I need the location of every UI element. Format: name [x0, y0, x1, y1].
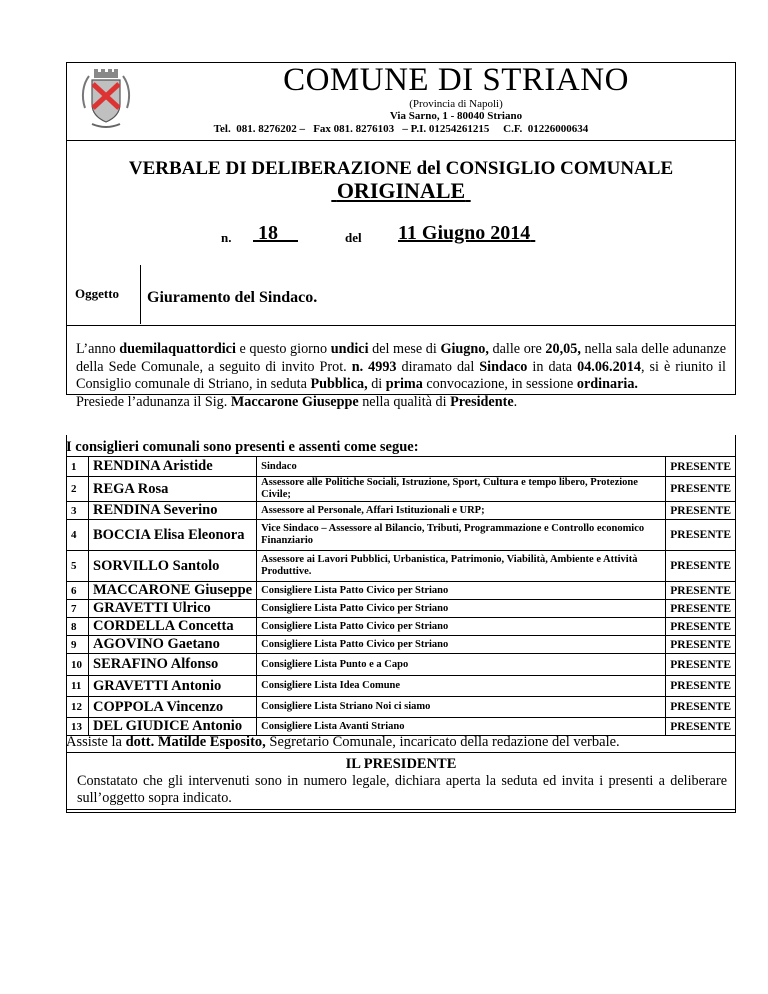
- consigliere-number: 13: [67, 718, 89, 736]
- consigliere-row: [67, 582, 736, 600]
- consigliere-carica: Vice Sindaco – Assessore al Bilancio, Tributi, Programmazione e Controllo economico Finanziario: [257, 520, 666, 551]
- consigliere-stato: PRESENTE: [666, 654, 736, 676]
- consigliere-stato: PRESENTE: [666, 676, 736, 697]
- consigliere-carica: Consigliere Lista Patto Civico per Striano: [257, 582, 666, 600]
- consigliere-name: CORDELLA Concetta: [89, 618, 257, 636]
- oggetto-divider: [140, 265, 141, 324]
- consigliere-carica: Consigliere Lista Striano Noi ci siamo: [257, 697, 666, 718]
- consigliere-number: 6: [67, 582, 89, 600]
- consigliere-stato: PRESENTE: [666, 618, 736, 636]
- consigliere-stato: PRESENTE: [666, 636, 736, 654]
- indirizzo-text: Via Sarno, 1 - 80040 Striano: [389, 110, 523, 122]
- consigliere-stato: PRESENTE: [666, 718, 736, 736]
- originale-label: ORIGINALE: [336, 178, 466, 203]
- consigliere-stato: PRESENTE: [666, 477, 736, 502]
- data-value: 11 Giugno 2014: [398, 222, 531, 244]
- consigliere-carica: Assessore alle Politiche Sociali, Istruzione, Sport, Cultura e tempo libero, Protezione Civile;: [257, 477, 666, 502]
- presidente-heading: IL PRESIDENTE: [345, 756, 457, 772]
- consigliere-name: SERAFINO Alfonso: [89, 654, 257, 676]
- numero-label: n.: [221, 230, 232, 245]
- consigliere-name: RENDINA Aristide: [89, 457, 257, 477]
- consigliere-row: [67, 551, 736, 582]
- consigliere-row: [67, 697, 736, 718]
- del-label: del: [345, 230, 362, 245]
- consigliere-name: GRAVETTI Antonio: [89, 676, 257, 697]
- consigliere-number: 8: [67, 618, 89, 636]
- consigliere-number: 10: [67, 654, 89, 676]
- consigliere-carica: Sindaco: [257, 457, 666, 477]
- consigliere-carica: Assessore al Personale, Affari Istituzionali e URP;: [257, 502, 666, 520]
- consigliere-carica: Assessore ai Lavori Pubblici, Urbanistica, Patrimonio, Viabilità, Ambiente e Attività Produttive.: [257, 551, 666, 582]
- consiglieri-table: [66, 456, 736, 736]
- consigliere-stato: PRESENTE: [666, 582, 736, 600]
- consigliere-row: [67, 477, 736, 502]
- consigliere-number: 12: [67, 697, 89, 718]
- numero-value: 18: [258, 222, 278, 244]
- consigliere-row: [67, 718, 736, 736]
- consigliere-name: AGOVINO Gaetano: [89, 636, 257, 654]
- verbale-title: VERBALE DI DELIBERAZIONE del CONSIGLIO COMUNALE: [128, 158, 674, 179]
- consigliere-stato: PRESENTE: [666, 457, 736, 477]
- consigliere-name: RENDINA Severino: [89, 502, 257, 520]
- consigliere-carica: Consigliere Lista Patto Civico per Striano: [257, 618, 666, 636]
- consigliere-carica: Consigliere Lista Patto Civico per Striano: [257, 600, 666, 618]
- consiglieri-heading: I consiglieri comunali sono presenti e assenti come segue:: [66, 439, 419, 455]
- consigliere-row: [67, 600, 736, 618]
- consigliere-number: 7: [67, 600, 89, 618]
- comune-title: COMUNE DI STRIANO: [283, 62, 629, 98]
- consigliere-carica: Consigliere Lista Idea Comune: [257, 676, 666, 697]
- consigliere-number: 9: [67, 636, 89, 654]
- consigliere-row: [67, 636, 736, 654]
- consigliere-name: REGA Rosa: [89, 477, 257, 502]
- consigliere-row: [67, 676, 736, 697]
- consigliere-stato: PRESENTE: [666, 551, 736, 582]
- consigliere-name: GRAVETTI Ulrico: [89, 600, 257, 618]
- coat-of-arms-icon: [79, 68, 133, 130]
- assiste-text: Assiste la dott. Matilde Esposito, Segretario Comunale, incaricato della redazione del verbale.: [66, 734, 620, 750]
- consigliere-row: [67, 502, 736, 520]
- consigliere-name: MACCARONE Giuseppe: [89, 582, 257, 600]
- consigliere-number: 4: [67, 520, 89, 551]
- consigliere-name: BOCCIA Elisa Eleonora: [89, 520, 257, 551]
- provincia-text: (Provincia di Napoli): [409, 98, 503, 110]
- consigliere-number: 11: [67, 676, 89, 697]
- consigliere-name: DEL GIUDICE Antonio: [89, 718, 257, 736]
- presidente-box: [66, 752, 736, 813]
- document-page: [66, 62, 736, 812]
- consigliere-number: 2: [67, 477, 89, 502]
- consigliere-stato: PRESENTE: [666, 520, 736, 551]
- consigliere-row: [67, 520, 736, 551]
- consigliere-name: SORVILLO Santolo: [89, 551, 257, 582]
- consigliere-row: [67, 618, 736, 636]
- consigliere-number: 3: [67, 502, 89, 520]
- constatato-text: Constatato che gli intervenuti sono in numero legale, dichiara aperta la seduta ed invita i presenti a deliberare sull’oggetto sopra indicato.: [77, 773, 727, 806]
- oggetto-text: Giuramento del Sindaco.: [147, 289, 318, 306]
- oggetto-label: Oggetto: [75, 286, 120, 301]
- consigliere-number: 1: [67, 457, 89, 477]
- consigliere-name: COPPOLA Vincenzo: [89, 697, 257, 718]
- contatti-text: Tel. 081. 8276202 – Fax 081. 8276103 – P.I. 01254261215 C.F. 01226000634: [213, 123, 589, 135]
- consigliere-row: [67, 654, 736, 676]
- consigliere-stato: PRESENTE: [666, 502, 736, 520]
- consigliere-carica: Consigliere Lista Patto Civico per Striano: [257, 636, 666, 654]
- consigliere-stato: PRESENTE: [666, 697, 736, 718]
- consigliere-row: [67, 457, 736, 477]
- premessa-paragraph: L’anno duemilaquattordici e questo giorno undici del mese di Giugno, dalle ore 20,05, nella sala delle adunanze della Sede Comunale, a seguito di invito Prot. n. 4993 diramato dal Sindaco in data 04.06.2014, si è riunito il Consiglio comunale di Striano, in seduta Pubblica, di prima convocazione, in sessione ordinaria. Presiede l’adunanza il Sig. Maccarone Giuseppe nella qualità di Presidente.: [76, 341, 727, 410]
- consigliere-carica: Consigliere Lista Punto e a Capo: [257, 654, 666, 676]
- consigliere-carica: Consigliere Lista Avanti Striano: [257, 718, 666, 736]
- consigliere-number: 5: [67, 551, 89, 582]
- consigliere-stato: PRESENTE: [666, 600, 736, 618]
